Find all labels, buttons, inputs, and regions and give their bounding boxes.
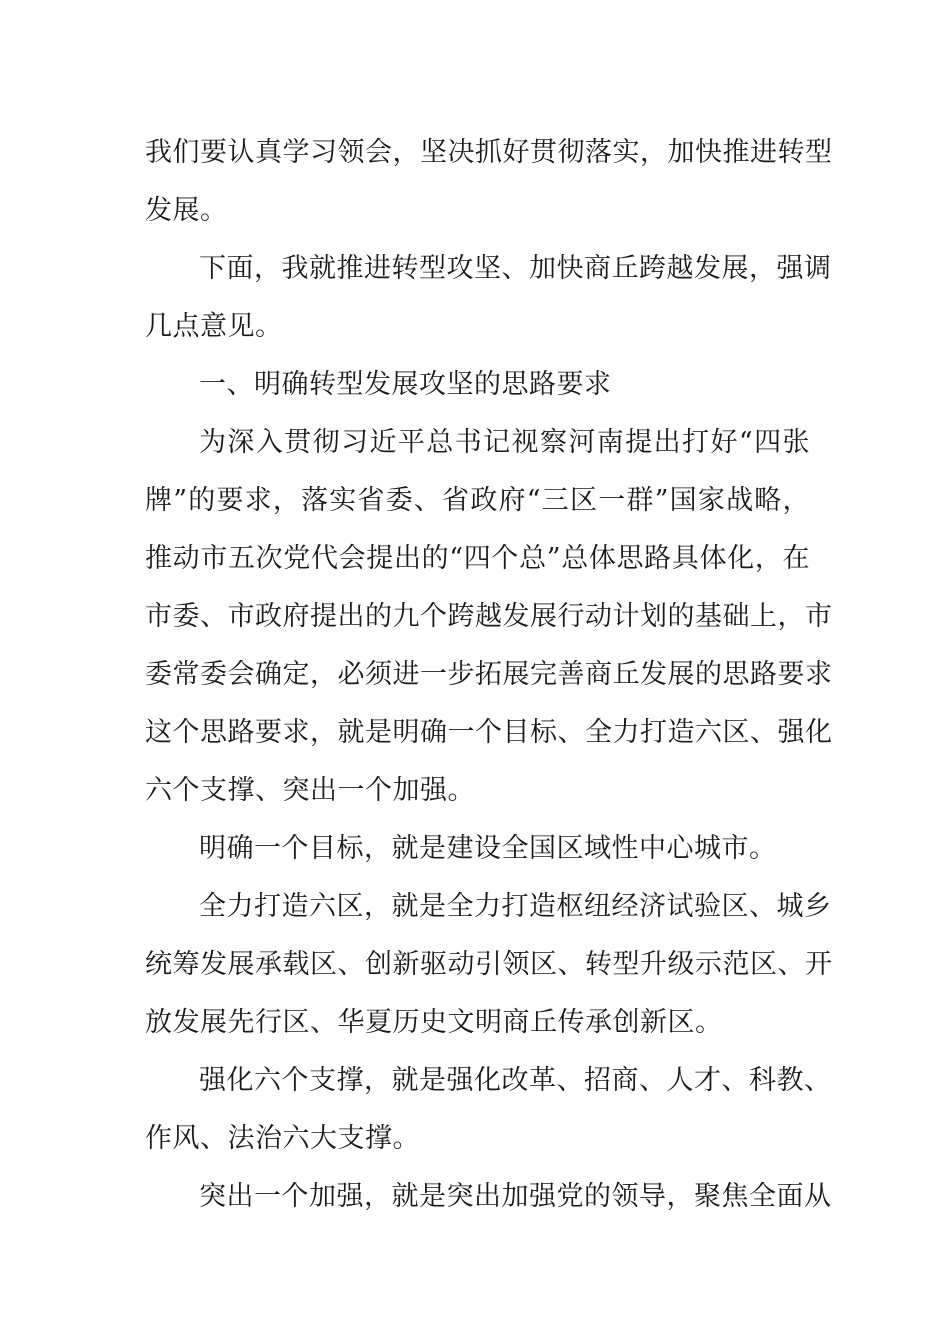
text-line: 作风、法治六大支撑。 [145,1123,420,1154]
text-line: 放发展先行区、华夏历史文明商丘传承创新区。 [145,1007,723,1038]
text-line: 牌”的要求，落实省委、省政府“三区一群”国家战略， [145,485,810,516]
text-line: 市委、市政府提出的九个跨越发展行动计划的基础上，市 [145,601,833,632]
text-line: 明确一个目标，就是建设全国区域性中心城市。 [199,833,777,864]
text-line: 这个思路要求，就是明确一个目标、全力打造六区、强化 [145,717,833,748]
document-body [145,124,833,1226]
text-line: 突出一个加强，就是突出加强党的领导，聚焦全面从 [199,1181,832,1212]
text-line: 六个支撑、突出一个加强。 [145,775,475,806]
text-line: 几点意见。 [145,311,283,342]
text-line: 委常委会确定，必须进一步拓展完善商丘发展的思路要求 [145,659,833,690]
text-line: 推动市五次党代会提出的“四个总”总体思路具体化，在 [145,543,810,574]
text-line: 为深入贯彻习近平总书记视察河南提出打好“四张 [199,427,810,458]
text-line: 发展。 [145,195,228,226]
text-line: 强化六个支撑，就是强化改革、招商、人才、科教、 [199,1065,832,1096]
text-line: 全力打造六区，就是全力打造枢纽经济试验区、城乡 [199,891,832,922]
text-line: 下面，我就推进转型攻坚、加快商丘跨越发展，强调 [199,253,832,284]
text-line: 统筹发展承载区、创新驱动引领区、转型升级示范区、开 [145,949,833,980]
section-heading: 一、明确转型发展攻坚的思路要求 [199,369,612,400]
text-line: 我们要认真学习领会，坚决抓好贯彻落实，加快推进转型 [145,137,833,168]
